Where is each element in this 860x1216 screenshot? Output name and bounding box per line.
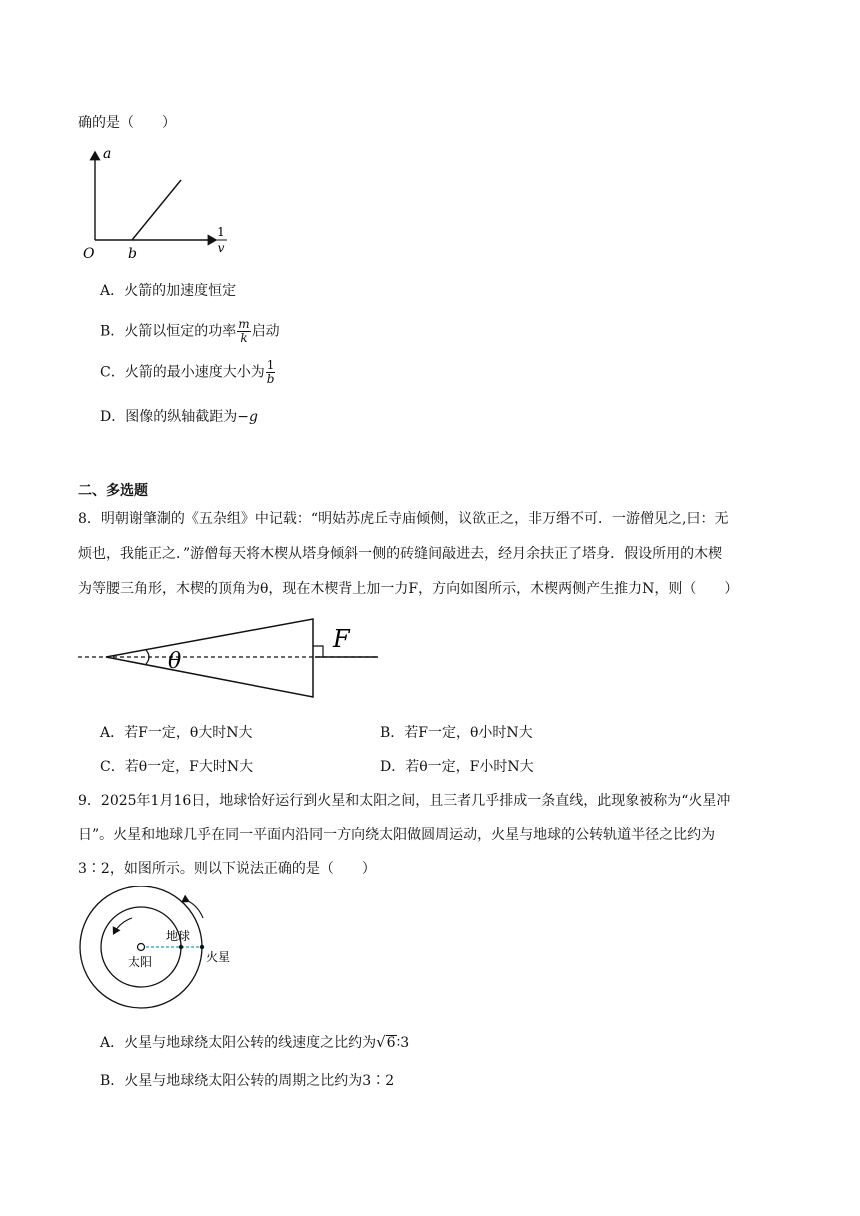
q9-sun xyxy=(138,944,145,951)
q7-option-c-pre: C．火箭的最小速度大小为 xyxy=(100,364,265,381)
q7-x-label-num: 1 xyxy=(217,225,225,239)
q7-b-frac-num: m xyxy=(238,317,250,331)
q8-line-3: 为等腰三角形，木楔的顶角为θ，现在木楔背上加一力F，方向如图所示，木楔两侧产生推力N，则（ ） xyxy=(78,581,739,597)
q7-option-b-post: 启动 xyxy=(251,323,280,340)
q9-option-a: A．火星与地球绕太阳公转的线速度之比约为√6∶3 xyxy=(100,1033,410,1051)
q8-line-2: 烦也，我能正之．”游僧每天将木楔从塔身倾斜一侧的砖缝间敲进去，经月余扶正了塔身．假设所用的木楔 xyxy=(78,546,723,562)
q9-option-a-pre: A．火星与地球绕太阳公转的线速度之比约为 xyxy=(100,1035,377,1051)
q9-mars-direction-arrow xyxy=(188,901,203,918)
q7-graph xyxy=(78,140,238,266)
q7-x-label-den: v xyxy=(217,241,225,255)
q8-option-a: A．若F一定，θ大时N大 xyxy=(100,725,253,741)
q7-line xyxy=(132,180,181,240)
q9-mars xyxy=(200,945,204,949)
q9-earth-direction-arrow xyxy=(114,918,132,933)
q8-option-d: D．若θ一定，F小时N大 xyxy=(380,759,534,775)
q9-orbit-figure xyxy=(76,886,236,1010)
q9-earth-label: 地球 xyxy=(166,929,191,943)
q9-mars-label: 火星 xyxy=(206,950,231,964)
q8-option-b: B．若F一定，θ小时N大 xyxy=(380,725,533,741)
q9-option-b: B．火星与地球绕太阳公转的周期之比约为3∶2 xyxy=(100,1073,395,1089)
q8-angle-arc xyxy=(146,650,149,664)
q7-b-frac-den: k xyxy=(240,331,248,345)
q7-y-label: a xyxy=(103,146,112,162)
q9-earth xyxy=(179,945,183,949)
q8-line-1: 8．明朝谢肇淛的《五杂组》中记载：“明姑苏虎丘寺庙倾侧，议欲正之，非万缗不可．一游僧见之,曰：无 xyxy=(78,511,729,527)
q7-option-b-pre: B．火箭以恒定的功率 xyxy=(100,323,237,340)
q7-stem-tail: 确的是（ ） xyxy=(78,115,176,131)
q9-line-1: 9．2025年1月16日，地球恰好运行到火星和太阳之间，且三者几乎排成一条直线，此现象被称为“火星冲 xyxy=(78,793,731,809)
q7-option-c xyxy=(100,359,276,386)
q8-angle-label: θ xyxy=(168,649,182,674)
q7-option-d-var: g xyxy=(248,409,258,425)
q8-option-c: C．若θ一定，F大时N大 xyxy=(100,759,254,775)
q7-c-frac-den: b xyxy=(266,372,275,386)
q7-c-frac-num: 1 xyxy=(266,358,275,372)
q9-line-2: 日”。火星和地球几乎在同一平面内沿同一方向绕太阳做圆周运动，火星与地球的公转轨道半径之比约为 xyxy=(78,827,716,843)
q8-wedge xyxy=(106,619,313,697)
q9-line-3: 3∶2，如图所示。则以下说法正确的是（ ） xyxy=(78,861,376,877)
q9-option-a-post: ∶3 xyxy=(396,1035,410,1051)
q8-right-angle-mark xyxy=(313,646,323,657)
q9-option-a-sqrt: 6 xyxy=(386,1035,396,1051)
q7-intercept-label: b xyxy=(128,246,137,262)
section-title: 二、多选题 xyxy=(78,483,148,499)
q7-option-b xyxy=(100,318,280,345)
q8-force-label: F xyxy=(333,625,350,653)
q8-wedge-figure xyxy=(78,616,388,706)
q7-option-d xyxy=(100,406,258,426)
q7-origin-label: O xyxy=(83,246,95,262)
q7-option-a: A．火箭的加速度恒定 xyxy=(100,283,237,299)
q9-sun-label: 太阳 xyxy=(128,955,153,969)
q7-option-d-pre: D．图像的纵轴截距为− xyxy=(100,409,249,425)
